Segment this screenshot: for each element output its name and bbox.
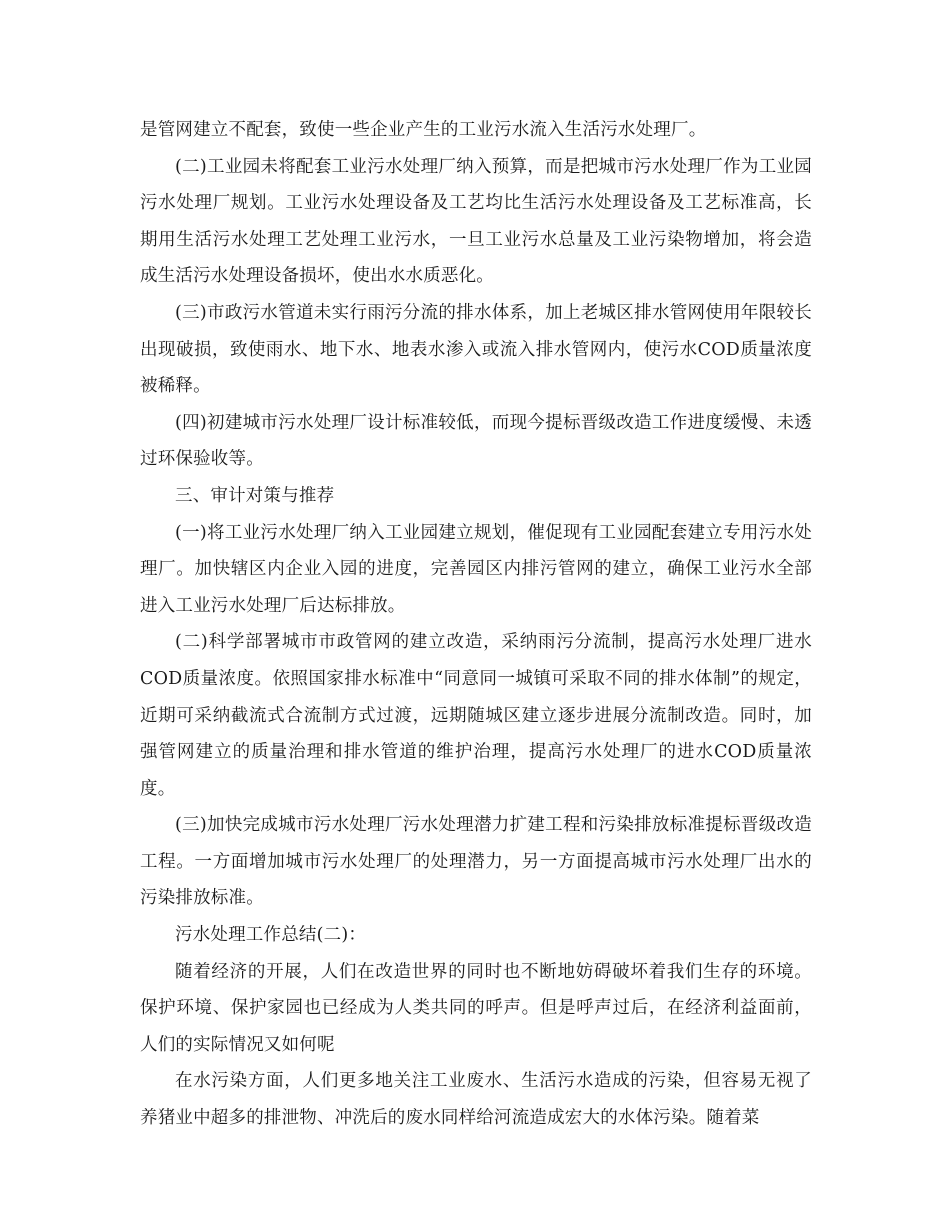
section-heading: 三、审计对策与推荐: [175, 485, 335, 506]
paragraph-2: (二)工业园未将配套工业污水处理厂纳入预算，而是把城市污水处理厂作为工业园污水处理厂规划。工业污水处理设备及工艺均比生活污水处理设备及工艺标准高，长期用生活污水处理工艺处理工业污水，一旦工业污水总量及工业污染物增加，将会造成生活污水处理设备损坏，使出水水质恶化。: [140, 156, 812, 287]
paragraph-6: (二)科学部署城市市政管网的建立改造，采纳雨污分流制，提高污水处理厂进水COD质量浓度。依照国家排水标准中“同意同一城镇可采取不同的排水体制”的规定，近期可采纳截流式合流制方式过渡，远期随城区建立逐步进展分流制改造。同时，加强管网建立的质量治理和排水管道的维护治理，提高污水处理厂的进水COD质量浓度。: [140, 632, 812, 799]
document-body: [140, 112, 812, 1137]
paragraph-8: 随着经济的开展，人们在改造世界的同时也不断地妨碍破坏着我们生存的环境。保护环境、保护家园也已经成为人类共同的呼声。但是呼声过后，在经济利益面前，人们的实际情况又如何呢: [140, 961, 812, 1055]
subtitle-summary-2: 污水处理工作总结(二)：: [175, 925, 367, 946]
paragraph-5: (一)将工业污水处理厂纳入工业园建立规划，催促现有工业园配套建立专用污水处理厂。加快辖区内企业入园的进度，完善园区内排污管网的建立，确保工业污水全部进入工业污水处理厂后达标排放。: [140, 522, 812, 616]
paragraph-3: (三)市政污水管道未实行雨污分流的排水体系，加上老城区排水管网使用年限较长出现破损，致使雨水、地下水、地表水渗入或流入排水管网内，使污水COD质量浓度被稀释。: [140, 302, 812, 397]
paragraph-1: 是管网建立不配套，致使一些企业产生的工业污水流入生活污水处理厂。: [140, 120, 707, 140]
paragraph-4: (四)初建城市污水处理厂设计标准较低，而现今提标晋级改造工作进度缓慢、未透过环保验收等。: [140, 412, 812, 470]
paragraph-7: (三)加快完成城市污水处理厂污水处理潜力扩建工程和污染排放标准提标晋级改造工程。一方面增加城市污水处理厂的处理潜力，另一方面提高城市污水处理厂出水的污染排放标准。: [140, 815, 812, 909]
paragraph-9: 在水污染方面，人们更多地关注工业废水、生活污水造成的污染，但容易无视了养猪业中超多的排泄物、冲洗后的废水同样给河流造成宏大的水体污染。随着菜: [140, 1071, 812, 1129]
